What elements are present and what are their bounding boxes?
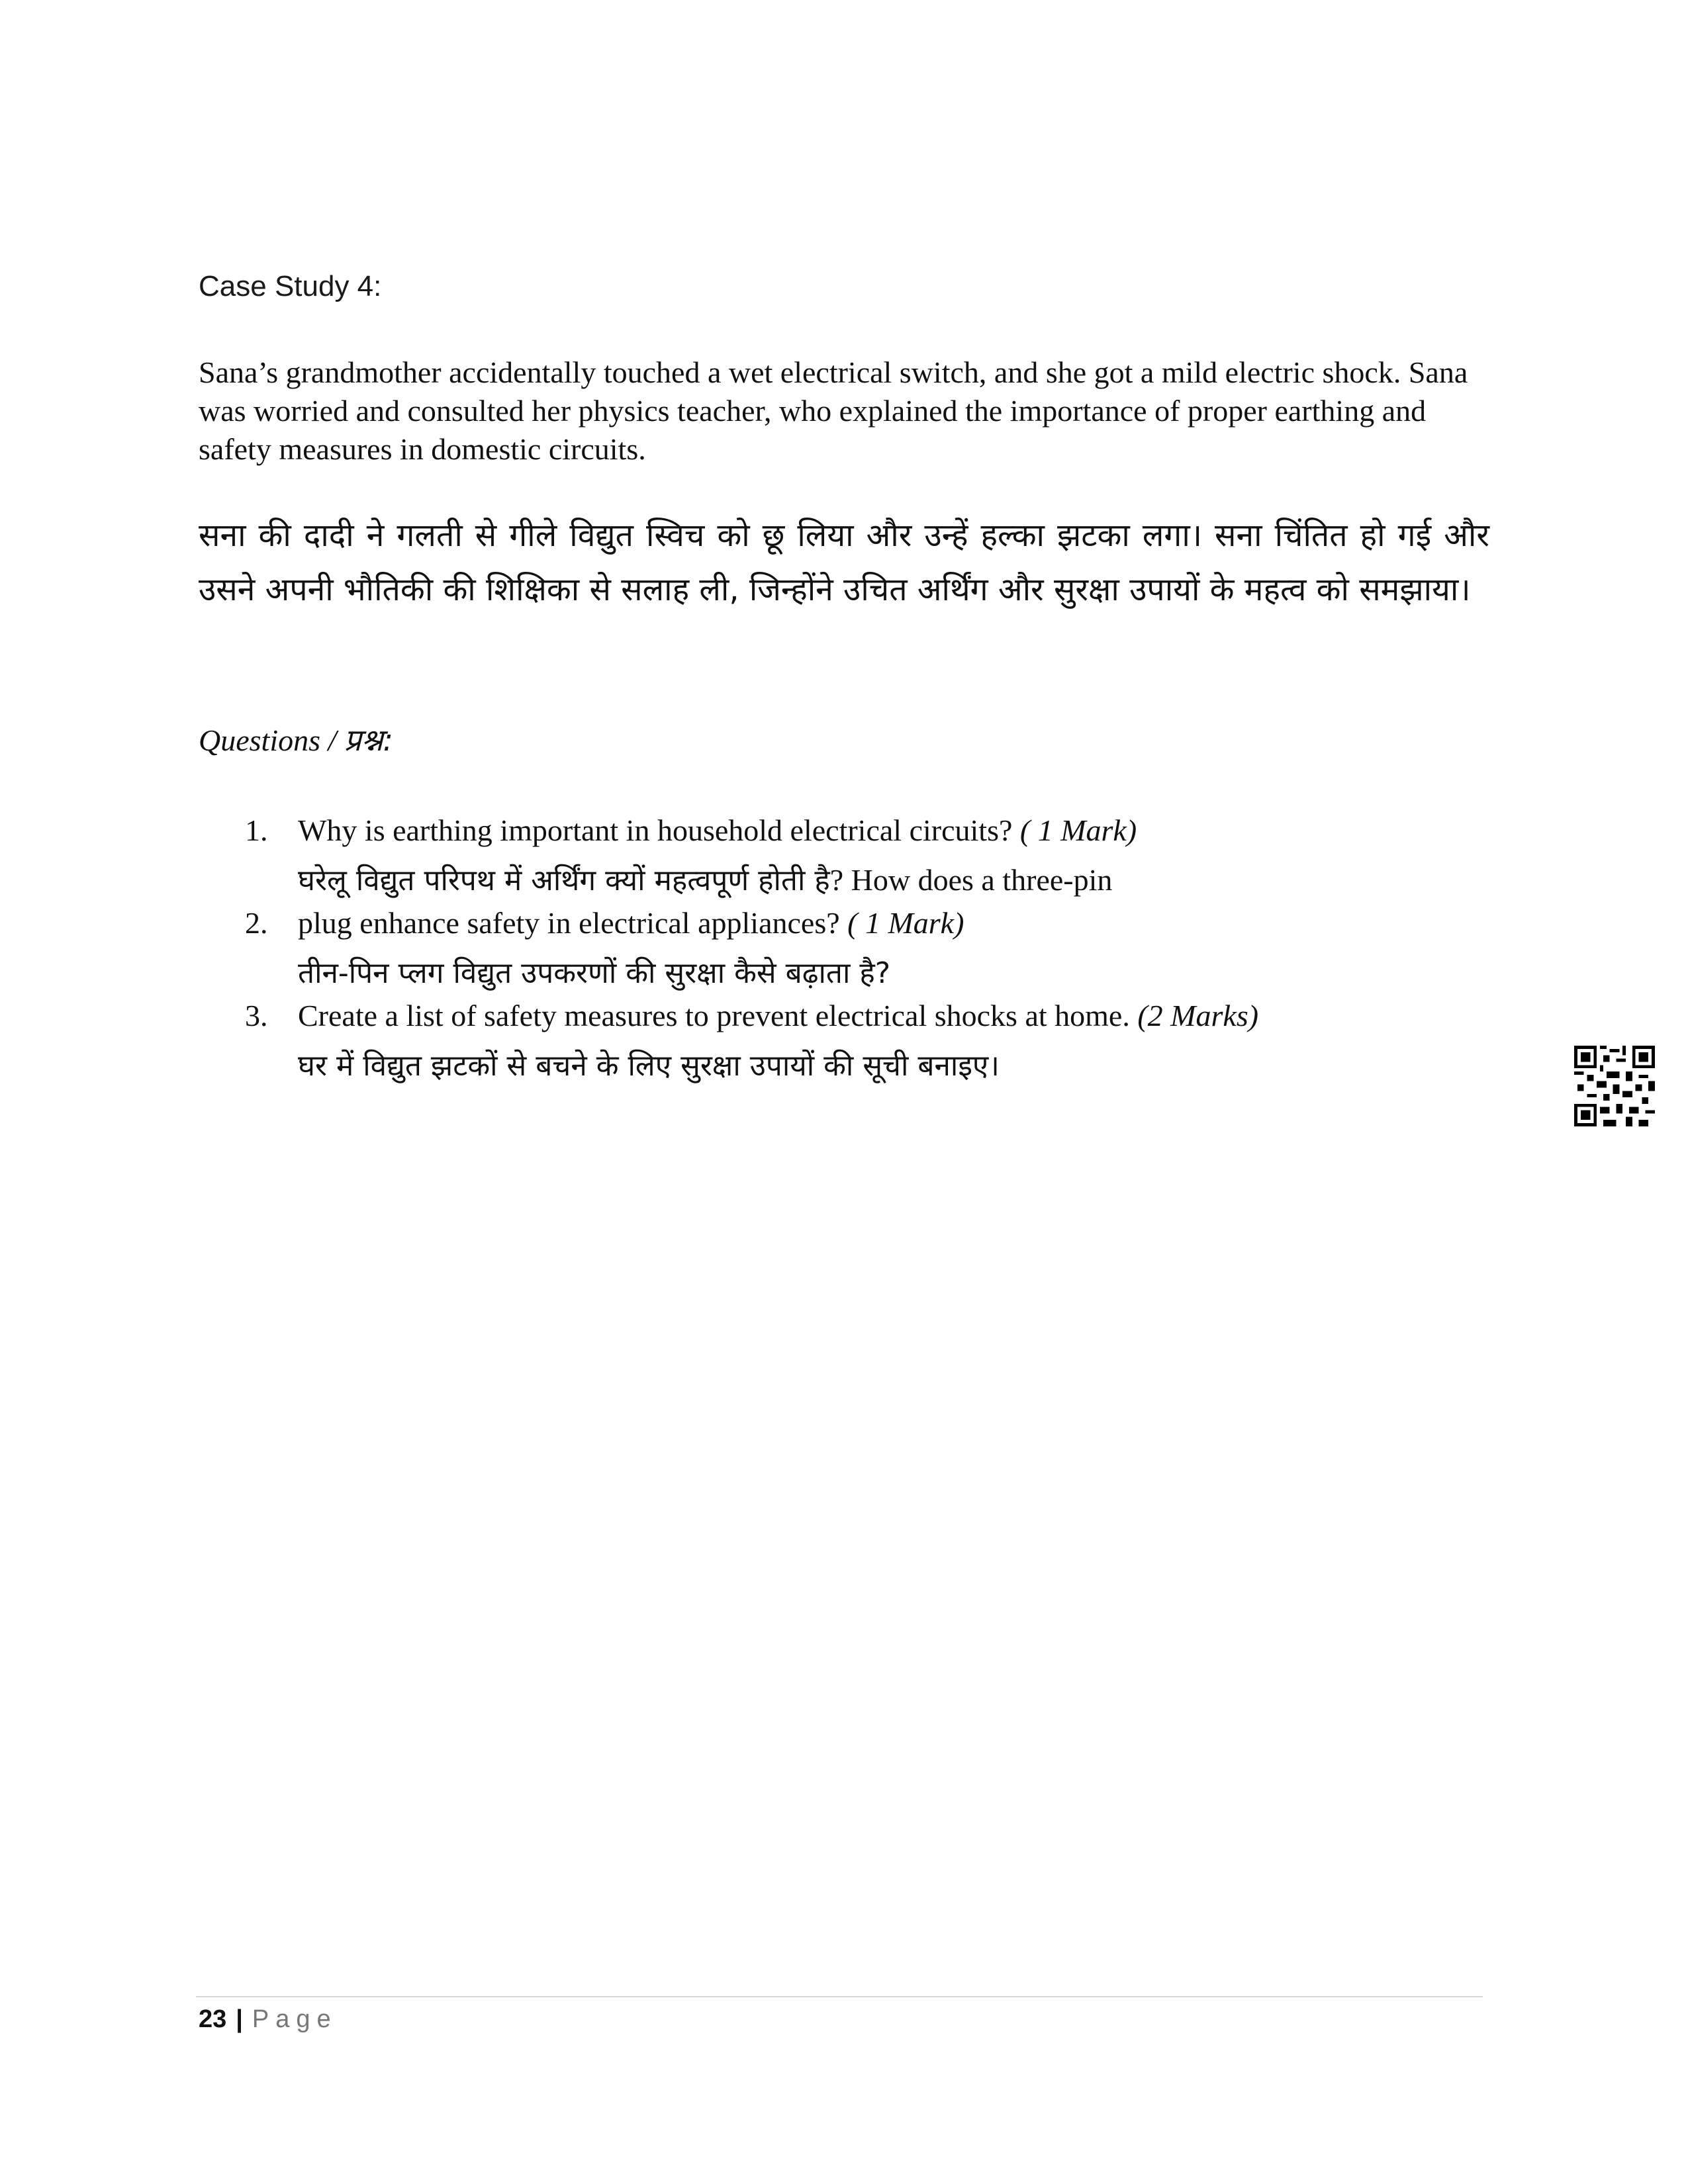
questions-heading-english: Questions / — [199, 723, 344, 757]
question-text-hindi: घर में विद्युत झटकों से बचने के लिए सुरक्षा उपायों की सूची बनाइए। — [298, 1049, 1000, 1083]
question-hindi-line — [245, 1044, 1503, 1091]
question-number: 1. — [245, 813, 268, 847]
question-hindi-line — [245, 952, 1503, 998]
question-text-english — [298, 998, 1258, 1033]
questions-heading — [199, 719, 393, 760]
question-item — [245, 998, 1503, 1044]
question-marks: ( 1 Mark) — [1019, 813, 1137, 847]
question-hindi-line — [245, 859, 1503, 905]
question-item — [245, 813, 1503, 859]
questions-heading-hindi: प्रश्न: — [344, 722, 393, 758]
question-marks: ( 1 Mark) — [847, 906, 964, 940]
page-number: 23 — [199, 2005, 227, 2033]
footer-separator: | — [236, 2005, 243, 2033]
question-hindi-tail: ? How does a three-pin — [829, 863, 1113, 897]
qr-code-icon — [1574, 1046, 1655, 1126]
question-text-english — [298, 813, 1137, 848]
question-english: Why is earthing important in household electrical circuits? — [298, 813, 1020, 847]
question-item — [245, 905, 1503, 952]
case-study-body-english: Sana’s grandmother accidentally touched a wet electrical switch, and she got a mild electric shock. Sana was worried and consulted her physics teacher, who explained the importance of proper earthing and safety measures in domestic circuits. — [199, 355, 1468, 466]
page-footer — [199, 2005, 338, 2034]
page-label: Page — [252, 2005, 338, 2033]
question-marks: (2 Marks) — [1137, 999, 1259, 1032]
case-study-title: Case Study 4: — [199, 270, 382, 302]
question-english: plug enhance safety in electrical appliances? — [298, 906, 848, 940]
question-text-english — [298, 905, 964, 940]
question-text-hindi: घरेलू विद्युत परिपथ में अर्थिंग क्यों महत्वपूर्ण होती है — [298, 864, 830, 897]
question-number: 3. — [245, 999, 268, 1032]
footer-divider — [196, 1996, 1483, 1997]
question-number: 2. — [245, 906, 268, 940]
question-english: Create a list of safety measures to prevent electrical shocks at home. — [298, 999, 1138, 1032]
question-text-hindi: तीन-पिन प्लग विद्युत उपकरणों की सुरक्षा कैसे बढ़ाता है? — [298, 956, 891, 990]
question-list — [245, 813, 1503, 1091]
case-study-body-hindi: सना की दादी ने गलती से गीले विद्युत स्विच को छू लिया और उन्हें हल्का झटका लगा। सना चिंतित हो गई और उसने अपनी भौतिकी की शिक्षिका से सलाह ली, जिन्होंने उचित अर्थिंग और सुरक्षा उपायों के महत्व को समझाया। — [199, 517, 1489, 608]
